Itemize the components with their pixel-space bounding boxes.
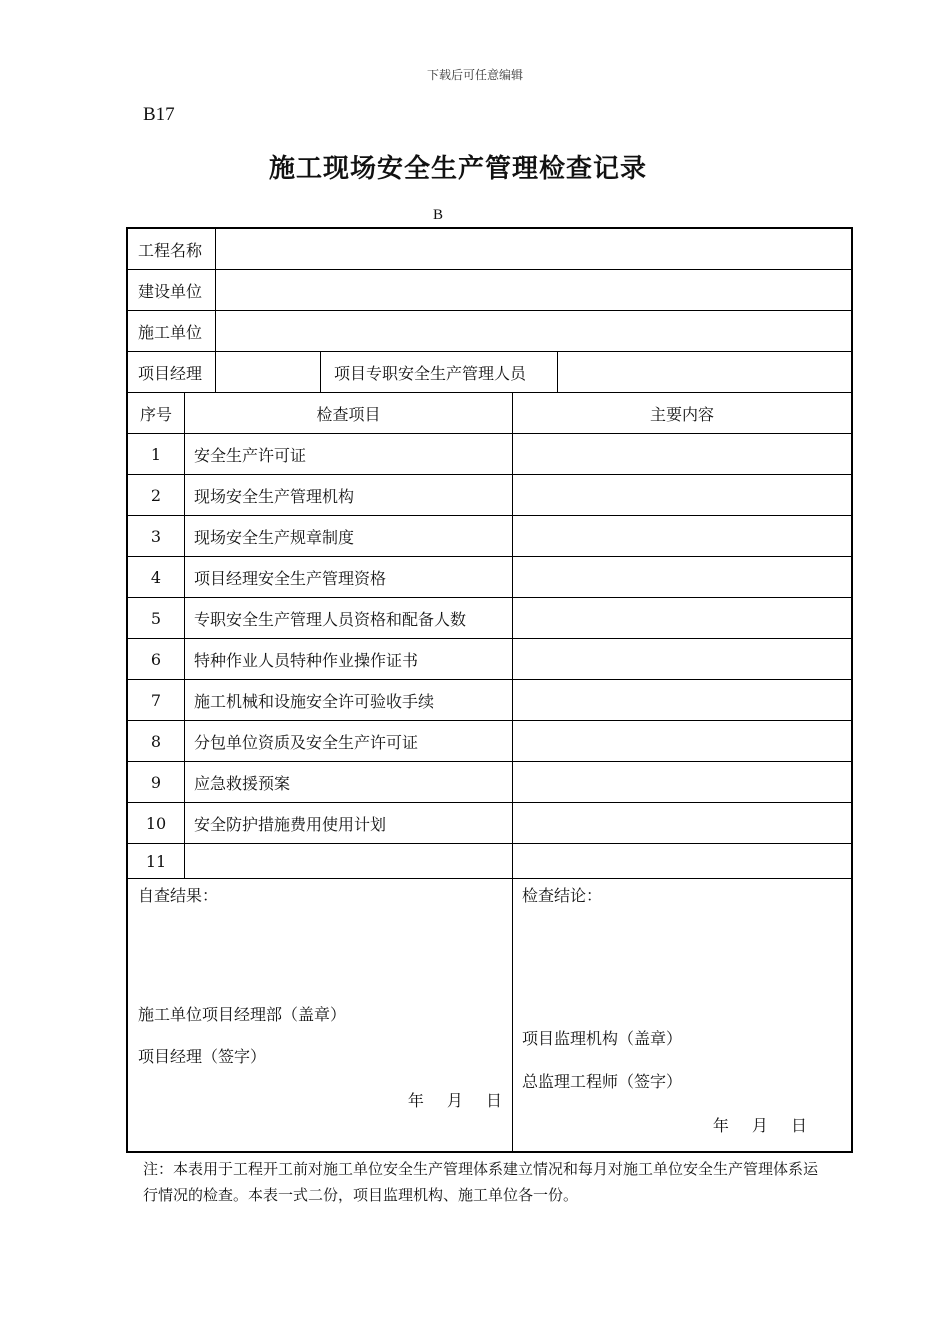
row-no: 9 xyxy=(150,772,162,792)
unit-stamp-label: 施工单位项目经理部（盖章） xyxy=(138,1005,347,1024)
row-content-field[interactable] xyxy=(513,844,851,878)
manager-sign-label: 项目经理（签字） xyxy=(138,1047,267,1066)
row-item: 安全生产许可证 xyxy=(194,445,307,465)
inspection-date: 年 月 日 xyxy=(712,1116,807,1135)
header-content: 主要内容 xyxy=(649,404,714,424)
self-check-section[interactable] xyxy=(128,879,512,1151)
row-item: 专职安全生产管理人员资格和配备人数 xyxy=(194,609,467,629)
row-no: 8 xyxy=(150,731,162,751)
row-content-field[interactable] xyxy=(513,639,851,679)
row-item: 特种作业人员特种作业操作证书 xyxy=(194,650,419,670)
row-no: 11 xyxy=(145,851,167,871)
header-no: 序号 xyxy=(139,404,172,424)
table-row xyxy=(128,598,851,639)
project-name-field[interactable] xyxy=(216,229,851,269)
table-row xyxy=(128,803,851,844)
row-item: 分包单位资质及安全生产许可证 xyxy=(194,732,419,752)
row-no: 10 xyxy=(145,813,167,833)
page-title: 施工现场安全生产管理检查记录 xyxy=(268,154,647,184)
contractor-row xyxy=(128,311,851,352)
row-no: 3 xyxy=(150,526,162,546)
row-content-field[interactable] xyxy=(513,762,851,802)
row-content-field[interactable] xyxy=(513,557,851,597)
safety-officer-label: 项目专职安全生产管理人员 xyxy=(334,363,527,383)
safety-officer-field[interactable] xyxy=(558,352,851,392)
table-row xyxy=(128,844,851,879)
table-row xyxy=(128,680,851,721)
manager-row xyxy=(128,352,851,393)
row-item: 安全防护措施费用使用计划 xyxy=(194,814,387,834)
row-content-field[interactable] xyxy=(513,803,851,843)
table-row xyxy=(128,639,851,680)
footnote: 注：本表用于工程开工前对施工单位安全生产管理体系建立情况和每月对施工单位安全生产管理体系运行情况的检查。本表一式二份，项目监理机构、施工单位各一份。 xyxy=(143,1160,819,1204)
row-no: 6 xyxy=(150,649,162,669)
inspection-label: 检查结论： xyxy=(522,886,603,905)
table-row xyxy=(128,721,851,762)
builder-label: 建设单位 xyxy=(138,281,203,301)
contractor-field[interactable] xyxy=(216,311,851,351)
row-item: 施工机械和设施安全许可验收手续 xyxy=(194,691,435,711)
row-item: 现场安全生产规章制度 xyxy=(194,527,355,547)
row-content-field[interactable] xyxy=(513,434,851,474)
project-name-label: 工程名称 xyxy=(138,240,203,260)
header-item: 检查项目 xyxy=(316,404,381,424)
builder-row xyxy=(128,270,851,311)
self-check-date: 年 月 日 xyxy=(407,1091,502,1110)
table-row xyxy=(128,557,851,598)
inspection-section[interactable] xyxy=(513,879,851,1151)
table-row xyxy=(128,762,851,803)
row-content-field[interactable] xyxy=(513,475,851,515)
contractor-label: 施工单位 xyxy=(138,322,203,342)
row-content-field[interactable] xyxy=(513,598,851,638)
engineer-sign-label: 总监理工程师（签字） xyxy=(522,1072,683,1091)
org-stamp-label: 项目监理机构（盖章） xyxy=(522,1029,683,1048)
manager-field[interactable] xyxy=(216,352,320,392)
row-content-field[interactable] xyxy=(513,516,851,556)
inspection-form xyxy=(126,227,853,1153)
row-no: 7 xyxy=(150,690,162,710)
self-check-label: 自查结果： xyxy=(138,886,219,905)
table-row xyxy=(128,434,851,475)
builder-field[interactable] xyxy=(216,270,851,310)
form-code: B17 xyxy=(143,104,175,125)
table-header-row xyxy=(128,393,851,434)
row-item: 项目经理安全生产管理资格 xyxy=(194,568,387,588)
row-no: 4 xyxy=(150,567,162,587)
row-no: 2 xyxy=(150,485,162,505)
row-no: 5 xyxy=(150,608,162,628)
table-row xyxy=(128,516,851,557)
row-no: 1 xyxy=(150,444,162,464)
table-row xyxy=(128,475,851,516)
row-content-field[interactable] xyxy=(513,721,851,761)
row-content-field[interactable] xyxy=(513,680,851,720)
header-note: 下载后可任意编辑 xyxy=(426,68,523,82)
row-item: 现场安全生产管理机构 xyxy=(194,486,355,506)
project-name-row xyxy=(128,229,851,270)
sub-code: B xyxy=(433,207,444,223)
manager-label: 项目经理 xyxy=(138,363,203,383)
row-item: 应急救援预案 xyxy=(194,773,291,793)
